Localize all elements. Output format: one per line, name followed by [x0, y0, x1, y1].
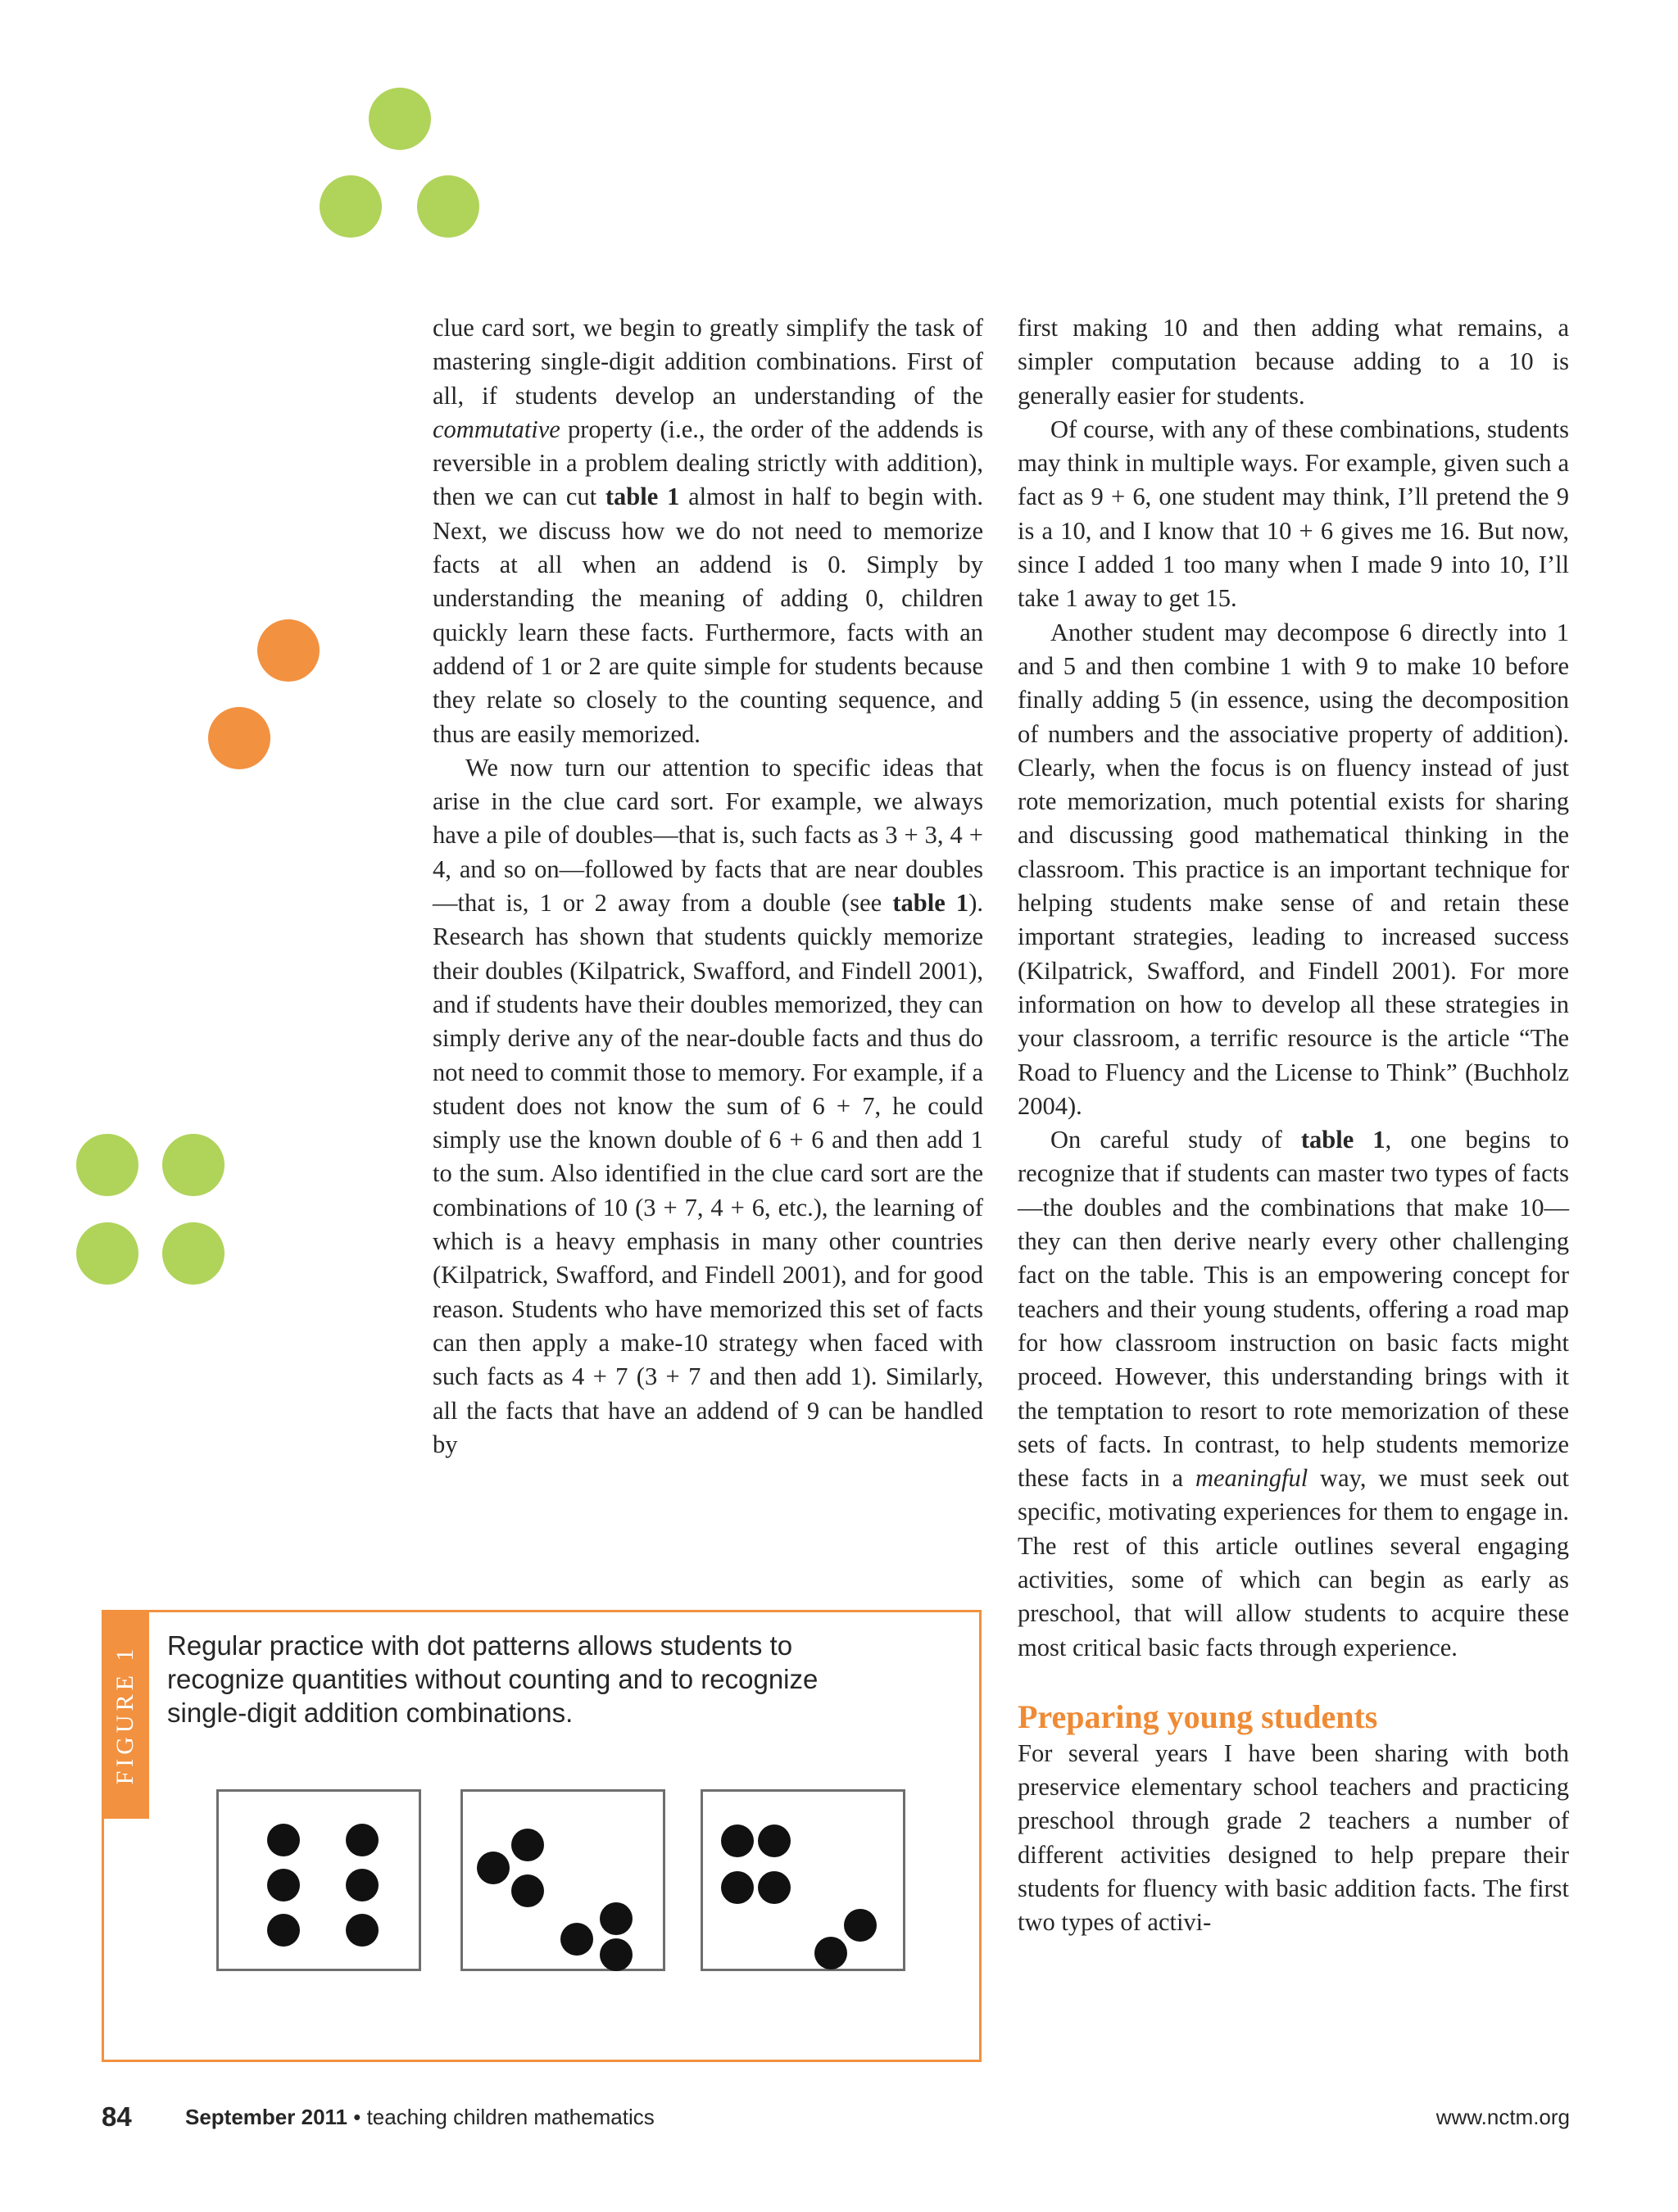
- page-footer: [102, 2101, 1570, 2137]
- dot: [721, 1824, 754, 1857]
- dot-pattern-card-three-three: [460, 1789, 665, 1971]
- decorative-dot: [162, 1222, 224, 1285]
- paragraph: Another student may decompose 6 directly into 1 and 5 and then combine 1 with 9 to make 10 before finally adding 5 (in essence, using the decomposition of numbers and the associative property of addition). Clearly, when the focus is on fluency instead of just rote memorization, much potential exists for sharing and discussing good mathematical thinking in the classroom. This practice is an important technique for helping students make sense of and retain these important strategies, leading to increased success (Kilpatrick, Swafford, and Findell 2001). For more information on how to develop all these strategies in your classroom, a terrific resource is the article “The Road to Fluency and the License to Think” (Buchholz 2004).: [1018, 618, 1569, 1120]
- text-run: , one begins to recognize that if students can master two types of facts—the doubles and the combinations that make 10—they can then derive nearly every other challenging fact on the table. This is an empowering concept for teachers and their young students, offering a road map for how classroom instruction on basic facts might proceed. However, this understanding brings with it the temptation to resort to rote memorization of these sets of facts. In contrast, to help students memorize these facts in a: [1018, 1126, 1569, 1493]
- dot: [346, 1869, 379, 1902]
- emphasis-text: meaningful: [1195, 1464, 1308, 1493]
- table-reference: table 1: [892, 889, 969, 918]
- text-run: On careful study of: [1050, 1126, 1301, 1154]
- figure-label: FIGURE 1: [111, 1644, 138, 1784]
- dot: [758, 1824, 791, 1857]
- footer-date: September 2011: [185, 2105, 348, 2129]
- dot: [477, 1852, 510, 1884]
- figure-caption: Regular practice with dot patterns allows students to recognize quantities without counting and to recognize single-digit addition combinations.: [167, 1630, 819, 1728]
- dot: [267, 1824, 300, 1856]
- dot: [346, 1824, 379, 1856]
- paragraph: first making 10 and then adding what remains, a simpler computation because adding to a 10 is generally easier for students.: [1018, 314, 1569, 410]
- table-reference: table 1: [1300, 1126, 1385, 1154]
- dot: [844, 1909, 877, 1942]
- decorative-dot: [76, 1134, 138, 1196]
- table-reference: table 1: [605, 483, 680, 511]
- decorative-dot: [162, 1134, 224, 1196]
- text-run: ). Research has shown that students quickly memorize their doubles (Kilpatrick, Swafford, and Findell 2001), and if students have their doubles memorized, they can simply derive any of the near-double facts and thus do not need to commit those to memory. For example, if a student does not know the sum of 6 + 7, he could simply use the known double of 6 + 6 and then add 1 to the sum. Also identified in the clue card sort are the combinations of 10 (3 + 7, 4 + 6, etc.), the learning of which is a heavy emphasis in many other countries (Kilpatrick, Swafford, and Findell 2001), and for good reason. Students who have memorized this set of facts can then apply a make-10 strategy when faced with such facts as 4 + 7 (3 + 7 and then add 1). Similarly, all the facts that have an addend of 9 can be handled by: [433, 889, 983, 1458]
- decorative-dot: [257, 619, 320, 682]
- text-run: property (i.e., the order of the addends is reversible in a problem dealing strictly with addition), then we can cut: [433, 415, 983, 511]
- dot: [600, 1938, 633, 1971]
- text-run: We now turn our attention to specific ideas that arise in the clue card sort. For example, we always have a pile of doubles—that is, such facts as 3 + 3, 4 + 4, and so on—followed by facts that are near doubles—that is, 1 or 2 away from a double (see: [433, 753, 983, 918]
- article-column-left: [433, 311, 983, 1462]
- footer-url: www.nctm.org: [1435, 2105, 1570, 2129]
- figure-label-tab: [102, 1610, 149, 1819]
- dot: [814, 1937, 847, 1969]
- decorative-dot: [208, 707, 270, 769]
- emphasis-text: commutative: [433, 415, 560, 443]
- dot: [721, 1871, 754, 1904]
- paragraph: For several years I have been sharing with both preservice elementary school teachers and practicing preschool through grade 2 teachers a number of different activities designed to help prepare their students for fluency with basic addition facts. The first two types of activi-: [1018, 1738, 1569, 1937]
- footer-publication-info: [185, 2105, 655, 2130]
- dot: [267, 1914, 300, 1947]
- text-run: almost in half to begin with. Next, we discuss how we do not need to memorize facts at all when an addend is 0. Simply by understanding the meaning of adding 0, children quickly learn these facts. Furthermore, facts with an addend of 1 or 2 are quite simple for students because they relate so closely to the counting sequence, and thus are easily memorized.: [433, 483, 983, 748]
- dot: [511, 1829, 544, 1861]
- dot: [511, 1874, 544, 1907]
- dot-pattern-card-four-two: [701, 1789, 905, 1971]
- paragraph: [1018, 1123, 1569, 1665]
- footer-separator: •: [347, 2105, 367, 2129]
- article-column-right: [1018, 311, 1569, 1940]
- page-number: 84: [102, 2101, 132, 2132]
- footer-journal-name: teaching children mathematics: [366, 2105, 655, 2129]
- dot: [758, 1871, 791, 1904]
- decorative-dot: [417, 175, 479, 238]
- decorative-dot: [320, 175, 382, 238]
- paragraph: [433, 751, 983, 1462]
- dot: [600, 1902, 633, 1935]
- paragraph: Of course, with any of these combinations, students may think in multiple ways. For example, given such a fact as 9 + 6, one student may think, I’ll pretend the 9 is a 10, and I know that 10 + 6 gives me 16. But now, since I added 1 too many when I made 9 into 10, I’ll take 1 away to get 15.: [1018, 415, 1569, 613]
- dot: [346, 1914, 379, 1947]
- decorative-dot: [369, 88, 431, 150]
- text-run: way, we must seek out specific, motivating experiences for them to engage in. The rest of this article outlines several engaging activities, some of which can begin as early as preschool, that will allow students to acquire these most critical basic facts through experience.: [1018, 1464, 1569, 1661]
- dot: [267, 1869, 300, 1902]
- section-heading: Preparing young students: [1018, 1698, 1378, 1735]
- dot-pattern-card-six: [216, 1789, 421, 1971]
- paragraph: [433, 311, 983, 751]
- decorative-dot: [76, 1222, 138, 1285]
- dot: [560, 1923, 593, 1956]
- text-run: clue card sort, we begin to greatly simplify the task of mastering single-digit addition combinations. First of all, if students develop an understanding of the: [433, 314, 983, 410]
